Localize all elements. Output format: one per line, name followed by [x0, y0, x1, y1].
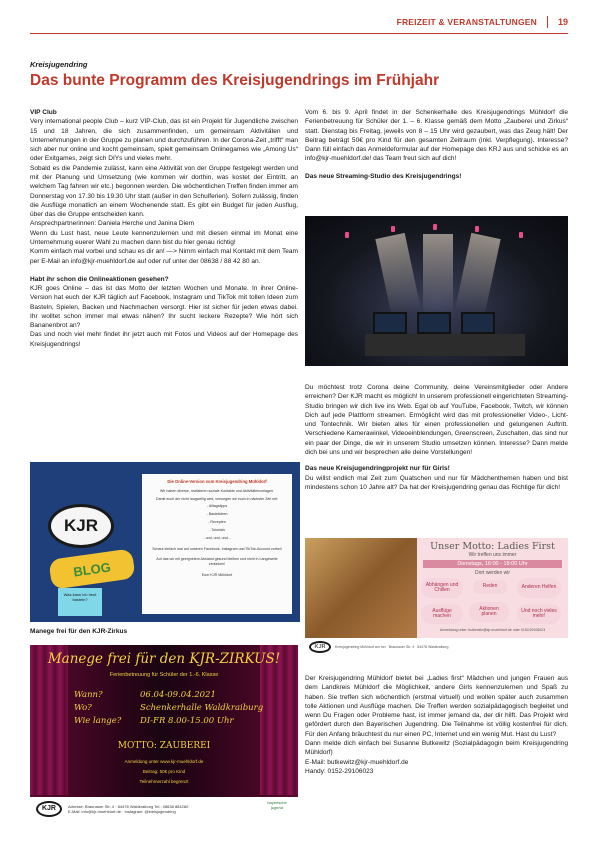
light-beam: [423, 234, 453, 314]
zirkus-where-value: Schenkerhalle Waldkraiburg: [140, 703, 264, 713]
studio-desk: [365, 334, 525, 356]
zirkus-caption: Manege frei für den KJR-Zirkus: [30, 628, 128, 635]
ladies-bubble: Aktionen planen: [469, 602, 509, 622]
ladies-footer-text: Kreisjugendring Mühldorf am Inn · Braunauer Str. 4 · 84478 Waldkraiburg: [335, 645, 449, 649]
vip-contacts: Ansprechpartnerinnen: Daniela Herche und Janina Diem: [30, 220, 195, 228]
ladies-subtitle-2: Dort werden wir: [474, 570, 510, 576]
online-paragraph-1: KJR goes Online – das ist das Motto der letzten Wochen und Monate. In ihrer Online-Version hat euch der KJR täglich auf Facebook, Instagram und TikTok mit tollen Ideen zum Basteln, Spielen, Backen und Nachmachen versorgt. Hier ist sicher für jeden etwas dabei. Ihr wolltet schon immer mal etwas nähen? Ihr sucht leckere Rezepte? Wie hört sich Bananenbrot an?: [30, 285, 298, 330]
stream-text: [305, 383, 568, 492]
light-beam: [375, 233, 421, 317]
studio-monitor: [461, 312, 495, 334]
ladies-first-flyer: [305, 538, 568, 656]
girls-photo: [305, 538, 417, 638]
ladies-title: Unser Motto: Ladies First: [430, 541, 555, 552]
notice-line: - Bastelideen: [206, 512, 228, 517]
stage-light: [391, 226, 395, 232]
section-title: FREIZEIT & VERANSTALTUNGEN: [396, 17, 537, 27]
header-separator: [547, 16, 548, 28]
zirkus-when-value: 06.04-09.04.2021: [140, 690, 216, 700]
notice-line: Damit euch der nicht langweilig wird, versorgen wir euch in nächster Zeit mit:: [155, 496, 279, 501]
page-number: 19: [557, 17, 568, 27]
notice-signature: Euer KJR Mühldorf: [201, 573, 233, 578]
stage-light: [519, 232, 523, 238]
zirkus-title: Manege frei für den KJR-ZIRKUS!: [47, 651, 281, 667]
zirkus-where-label: Wo?: [74, 703, 92, 713]
girls-paragraph: Du willst endlich mal Zeit zum Quatschen und nur für Mädchenthemen haben und bist mindestens schon 10 Jahre alt? Da hat der Kreisjugendring genau das Richtige für dich!: [305, 474, 568, 491]
sticky-note: Was kann ich heut basteln?: [58, 588, 102, 616]
article-kicker: Kreisjugendring: [30, 60, 88, 69]
blog-badge: BLOG: [48, 548, 135, 589]
footer-address-line: Adresse: Braunauer Str. 4 · 84478 Waldkraiburg Tel.: 08638 884280: [68, 803, 189, 809]
ladies-footer: [305, 638, 568, 656]
notice-line: - und, und, und...: [203, 535, 231, 540]
stream-paragraph: Du möchtest trotz Corona deine Community, deine Vereinsmitglieder oder Andere erreichen? Der KJR macht es möglich! In unserem professionell eingerichteten Streaming-Studio bringen wir dich live ins Web. Egal ob auf YouTube, Facebook, Twitch, wir können Dich auf jede Plattform streamen. Ermöglicht wird das mit professioneller Video-, Licht- und Tontechnik. Wir bieten alles für einen professionellen und gelungenen Auftritt. Verschiedene Kamerawinkel, Videoeinblendungen, Greenscreen, Zuschalten, das sind nur ein paar der Dinge, die wir in unserem Studio umsetzen können. Interesse? Dann melde dich bei uns und wir besprechen alle deine Vorstellungen!: [305, 384, 568, 456]
ladies-date: Dienstags, 16:00 - 18:00 Uhr: [423, 560, 562, 568]
page-header: [30, 12, 568, 32]
ladies-signup: Anmeldung unter: butkewitz@kjr-muehldorf.de oder 0152/29106023: [439, 628, 546, 632]
zirkus-duration-value: DI-FR 8.00-15.00 Uhr: [140, 716, 234, 726]
ladies-contact: Dann melde dich einfach bei Susanne Butkewitz (Sozialpädagogin beim Kreisjugendring Mühldorf): [305, 739, 568, 757]
ladies-bubble: Und noch vieles mehr!: [517, 604, 561, 624]
notice-line: - Rezepten: [208, 520, 226, 525]
online-heading: Habt ihr schon die Onlineaktionen gesehen?: [30, 275, 169, 283]
light-beam: [455, 233, 501, 317]
zirkus-subtitle: Ferienbetreuung für Schüler der 1.-6. Klasse: [109, 672, 219, 678]
kjr-logo: KJR: [309, 641, 331, 653]
studio-monitor: [373, 312, 407, 334]
vip-paragraph-4: Wenn du Lust hast, neue Leute kennenzulernen und mit diesen einmal im Monat eine Unternehmung euerer Wahl zu machen dann bist du hier genau richtig!: [30, 229, 298, 246]
ladies-text: [305, 674, 568, 776]
ladies-paragraph: Der Kreisjugendring Mühldorf bietet bei „Ladies first“ Mädchen und jungen Frauen aus dem Landkreis Mühldorf die Möglichkeit, andere Girls kennenzulernen und Spaß zu haben. Sie treffen sich wöchentlich (erstmal virtuell) und wollen später auch zusammen tolle Aktionen und Ausflüge machen. Die Treffen werden sozialpädagogisch begleitet und wenn Du Fragen oder Probleme hast, ist immer jemand da, der dir hilft. Das Projekt wird gefördert durch den Bayerischen Jugendring. Die Teilnahme ist völlig kostenfrei für dich. Für den Anfang bräuchtest du nur einen PC, Internet und ein wenig Mut. Hast du Lust?: [305, 675, 568, 738]
zirkus-price: Beitrag: 50€ pro Kind: [142, 769, 186, 774]
zirkus-when-label: Wann?: [74, 690, 103, 700]
article-title: Das bunte Programm des Kreisjugendrings im Frühjahr: [30, 72, 440, 89]
stage-light: [345, 232, 349, 238]
kjr-online-image: [30, 462, 300, 622]
zirkus-limit: Teilnehmerzahl begrenzt: [139, 779, 189, 784]
ladies-email: E-Mail: butkewitz@kjr-muehldorf.de: [305, 758, 409, 766]
vip-paragraph-5: Komm einfach mal vorbei und schau es dir an! —> Nimm einfach mal Kontakt mit dem Team per E-Mail an info@kjr-muehldorf.de auf oder ruf unter der 08638 / 88 42 80 an.: [30, 248, 298, 265]
zirkus-poster: [30, 645, 298, 821]
streaming-studio-photo: [305, 216, 568, 366]
kjr-logo: KJR: [48, 504, 114, 548]
ladies-bubble: Ausflüge machen: [421, 604, 463, 624]
left-column: [30, 108, 298, 349]
ladies-bubble: Abhängen und Chillen: [421, 578, 463, 598]
header-rule: [30, 33, 568, 34]
online-notice: [142, 474, 292, 614]
zirkus-duration-label: Wie lange?: [74, 716, 122, 726]
stream-heading: Das neue Streaming-Studio des Kreisjugendrings!: [305, 172, 462, 180]
notice-line: Wir haben diverse, realisieren soziale Kontakte und Aktivitätenvorlagen.: [159, 488, 275, 493]
notice-line: - Tutorials: [209, 527, 225, 532]
ladies-subtitle: Wir treffen uns immer: [468, 552, 517, 558]
ladies-phone: Handy: 0152-29106023: [305, 767, 374, 775]
notice-line: Schaut einfach mal auf unseren Facebook, Instagram und TikTok-Account vorbei!: [152, 546, 282, 551]
footer-contact-line: E-Mail: info@kjr-muehldorf.de · Instagram: @kreisjugendring: [68, 809, 176, 814]
studio-monitor: [417, 312, 451, 334]
zirkus-paragraph: Vom 6. bis 9. April findet in der Schenkerhalle des Kreisjugendrings Mühldorf die Ferienbetreuung für Schüler der 1. – 6. Klasse gemäß dem Motto „Zauberei und Zirkus“ statt. Dienstag bis Freitag, jeweils von 8 – 15 Uhr wird gezaubert, was das Zeug hält! Der Beitrag beträgt 50€ pro Kind für den gesamten Zeitraum (inkl. Verpflegung). Interesse? Dann füll einfach das Anmeldeformular auf der Homepage des KRJ aus und schicke es an info@kjr-muehldorf.de! das Team freut sich auf dich!: [305, 109, 568, 163]
ladies-bubble: Reden: [473, 580, 507, 594]
zirkus-address: [68, 804, 262, 814]
stage-light: [475, 226, 479, 232]
notice-title: Die Online-Version vom Kreisjugendring Mühldorf: [167, 479, 267, 484]
girls-heading: Das neue Kreisjugendringprojekt nur für Girls!: [305, 465, 450, 473]
vip-paragraph-1: Very international people Club – kurz VIP-Club, das ist ein Projekt für Jugendliche zwischen 15 und 18 Jahren, die sich zusammenfinden, um gemeinsam Aktivitäten und Unternehmungen in der Gruppe zu planen und durchzuführen. In der Corona-Zeit „trifft“ man sich aber nur online und kocht gemeinsam, spielt gemeinsam Onlinegames wie „Among Us“ oder Exitgames, zeigt sich DIYs und vieles mehr.: [30, 118, 298, 163]
notice-line: Auf das wir mit geeignetem Abstand gesund bleiben und nicht in Langeweile versinken!: [156, 557, 278, 567]
kjr-logo: KJR: [36, 801, 62, 817]
stage-light: [433, 224, 437, 230]
zirkus-footer: [30, 797, 298, 821]
bayerische-jugend-logo: bayerische jugend: [267, 800, 287, 810]
zirkus-motto: MOTTO: ZAUBEREI: [117, 741, 211, 751]
notice-line: - Alltagstipps: [206, 504, 228, 509]
right-column: [305, 108, 568, 181]
vip-paragraph-2: Sobald es die Pandemie zulässt, kann eine Aktivität von der Gruppe festgelegt werden und mit der Planung und Umsetzung (wie kommen wir dorthin, was kostet der Eintritt, an welchem Tag fahren wir etc.) begonnen werden. Die wöchentlichen Treffen finden immer am Donnerstag von 17.30 bis 19.30 Uhr statt (außer in den Schulferien). Sofern zulässig, finden die Ausflüge monatlich an einem Wochenende statt. Es gibt ein Budget für jeden Ausflug, über das die Gruppe entscheiden kann.: [30, 164, 298, 219]
ladies-bubble: Anderen Helfen: [517, 578, 561, 598]
vip-heading: VIP Club: [30, 109, 57, 116]
online-paragraph-2: Das und noch viel mehr findet ihr jetzt auch mit Fotos und Videos auf der Homepage des Kreisjugendrings!: [30, 331, 298, 348]
zirkus-signup: Anmeldung unter www.kjr-muehldorf.de: [124, 759, 204, 764]
